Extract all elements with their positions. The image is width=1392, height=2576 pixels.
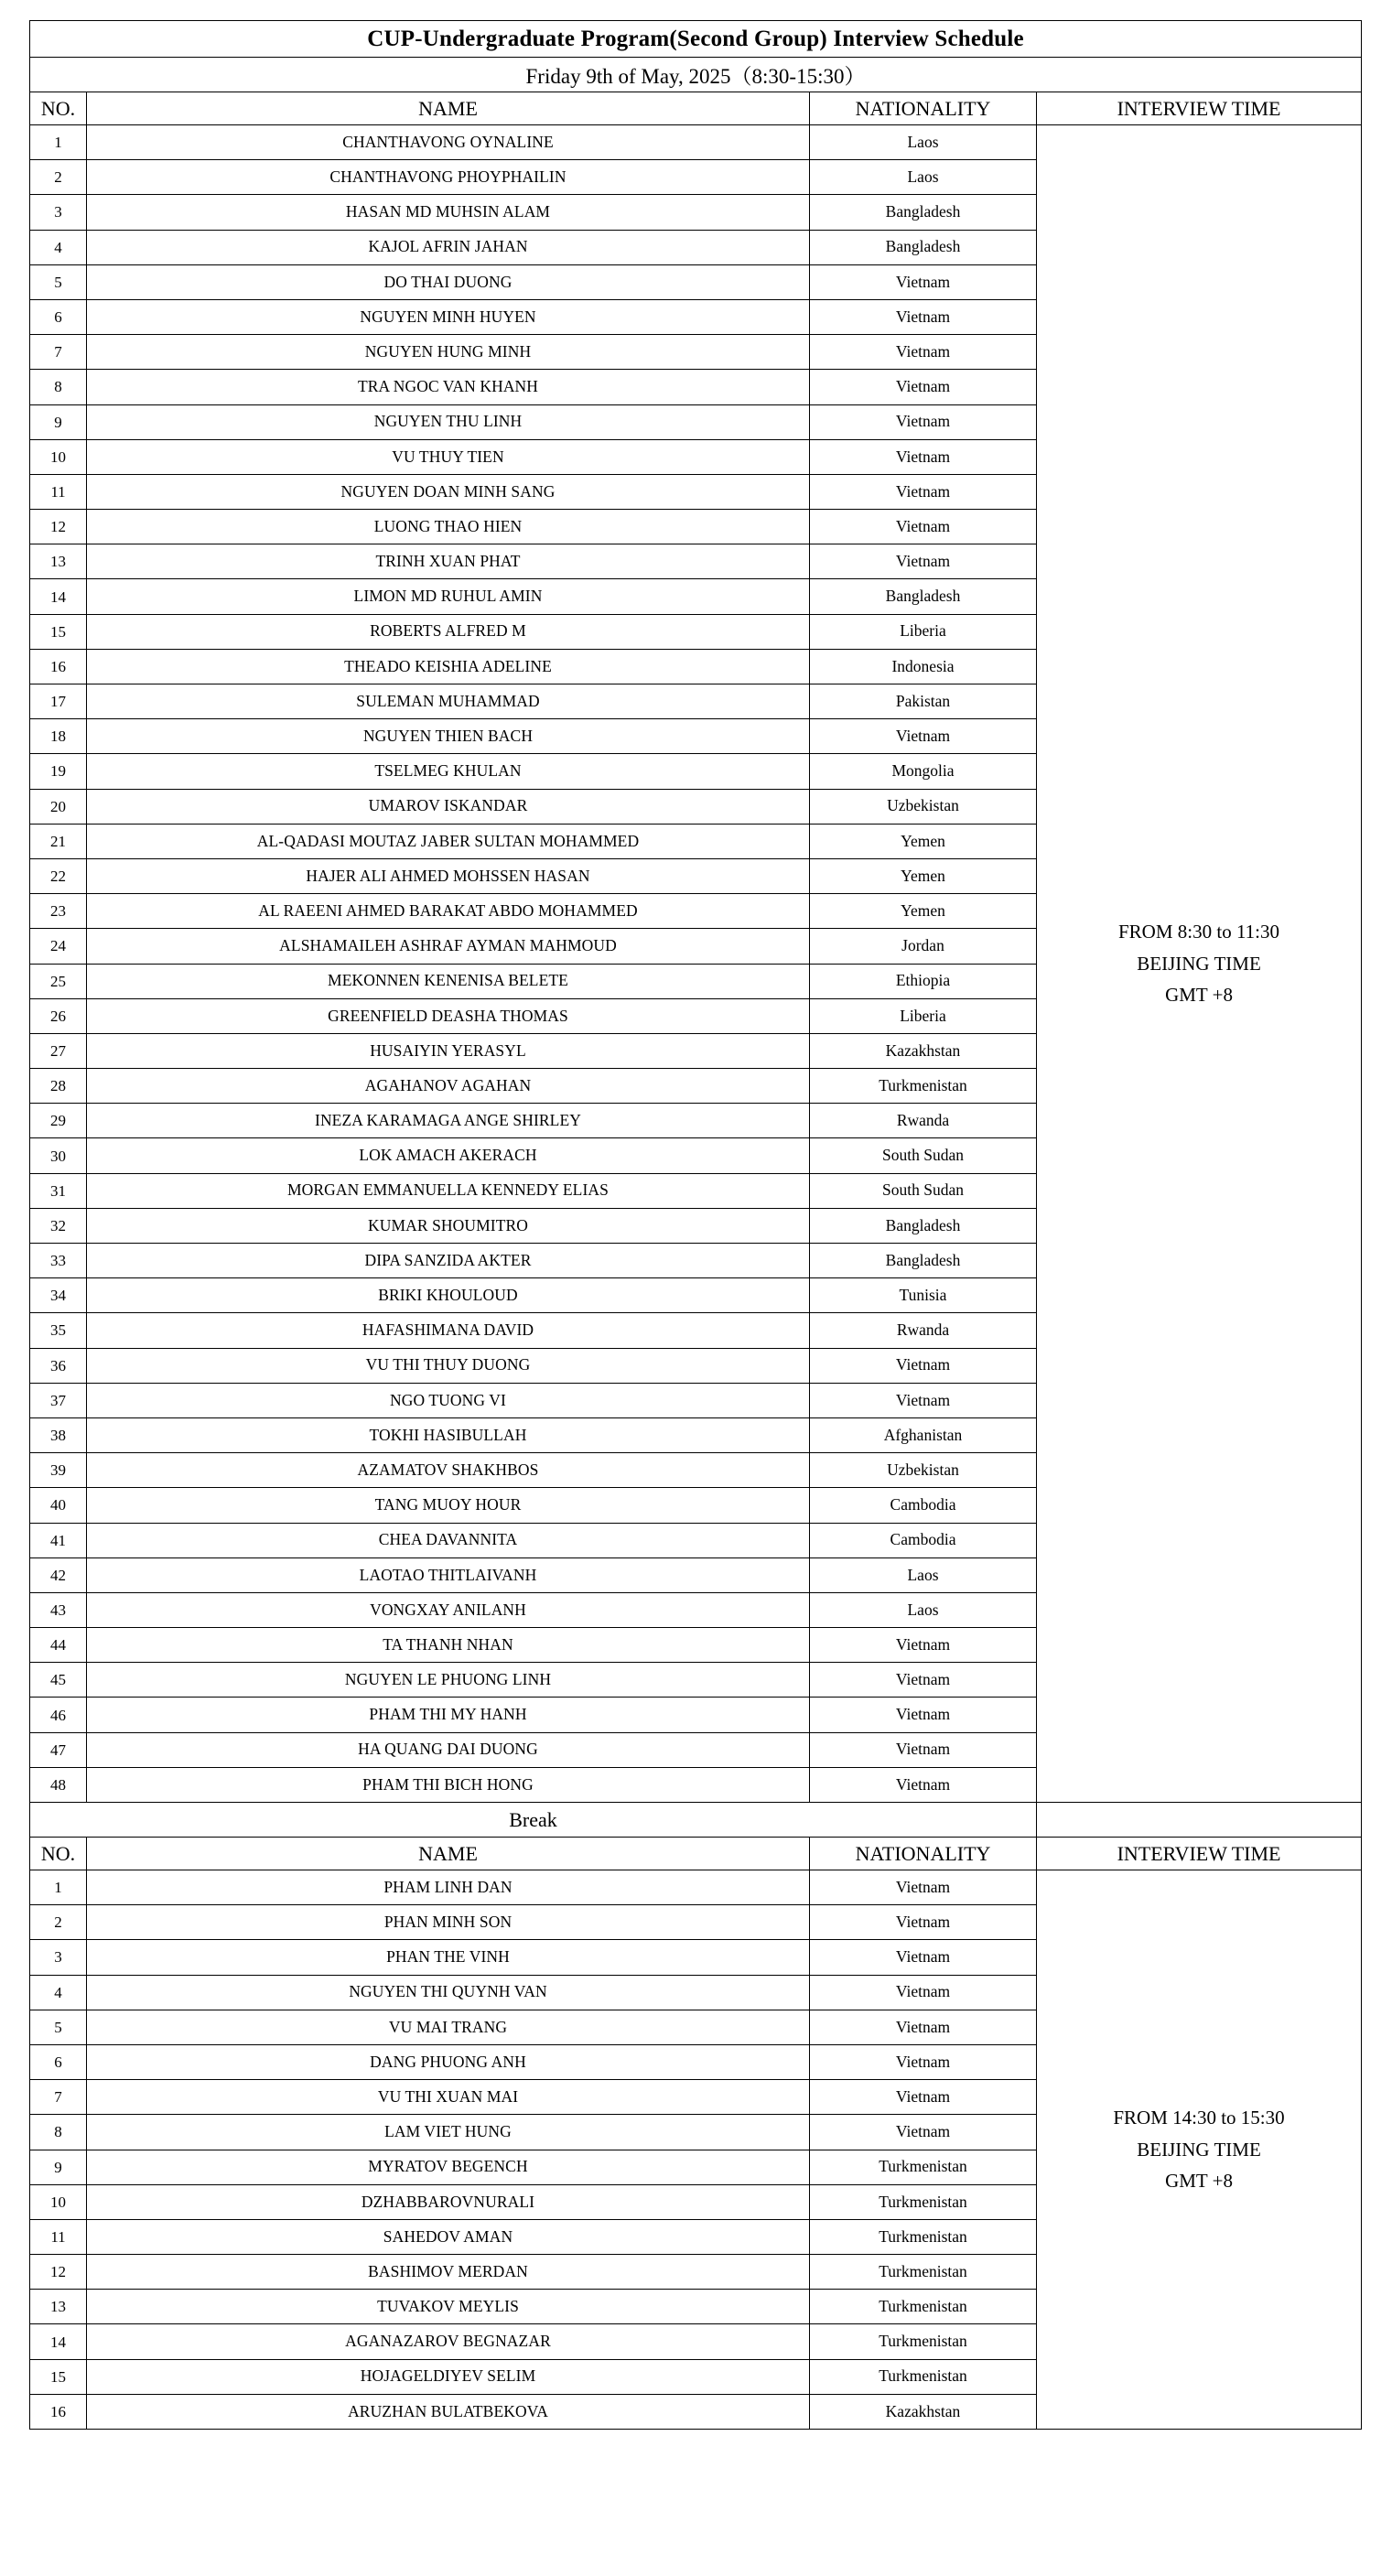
- cell-nationality: Laos: [810, 1592, 1037, 1627]
- cell-name: INEZA KARAMAGA ANGE SHIRLEY: [87, 1104, 810, 1138]
- cell-nationality: Bangladesh: [810, 579, 1037, 614]
- cell-no: 45: [30, 1663, 87, 1698]
- column-header-nationality: NATIONALITY: [810, 92, 1037, 125]
- cell-name: LOK AMACH AKERACH: [87, 1138, 810, 1173]
- cell-name: VONGXAY ANILANH: [87, 1592, 810, 1627]
- cell-name: HA QUANG DAI DUONG: [87, 1732, 810, 1767]
- cell-nationality: Vietnam: [810, 2080, 1037, 2115]
- cell-no: 13: [30, 2290, 87, 2324]
- cell-name: TOKHI HASIBULLAH: [87, 1417, 810, 1452]
- cell-no: 22: [30, 858, 87, 893]
- cell-nationality: Yemen: [810, 858, 1037, 893]
- cell-no: 9: [30, 404, 87, 439]
- cell-nationality: Bangladesh: [810, 195, 1037, 230]
- cell-name: DO THAI DUONG: [87, 264, 810, 299]
- cell-name: LIMON MD RUHUL AMIN: [87, 579, 810, 614]
- cell-name: NGUYEN THIEN BACH: [87, 719, 810, 754]
- cell-nationality: Vietnam: [810, 544, 1037, 579]
- cell-name: SULEMAN MUHAMMAD: [87, 684, 810, 719]
- cell-no: 9: [30, 2150, 87, 2184]
- cell-name: TUVAKOV MEYLIS: [87, 2290, 810, 2324]
- cell-name: LAOTAO THITLAIVANH: [87, 1557, 810, 1592]
- cell-no: 8: [30, 2115, 87, 2150]
- cell-no: 10: [30, 439, 87, 474]
- cell-no: 4: [30, 230, 87, 264]
- cell-name: CHANTHAVONG PHOYPHAILIN: [87, 160, 810, 195]
- cell-no: 6: [30, 2044, 87, 2079]
- cell-name: VU MAI TRANG: [87, 2010, 810, 2044]
- cell-no: 28: [30, 1069, 87, 1104]
- cell-name: ALSHAMAILEH ASHRAF AYMAN MAHMOUD: [87, 929, 810, 964]
- cell-nationality: Vietnam: [810, 1383, 1037, 1417]
- cell-name: TRA NGOC VAN KHANH: [87, 370, 810, 404]
- column-header-no: NO.: [30, 1838, 87, 1870]
- cell-name: PHAN THE VINH: [87, 1940, 810, 1975]
- cell-no: 29: [30, 1104, 87, 1138]
- cell-no: 20: [30, 789, 87, 824]
- column-header-name: NAME: [87, 92, 810, 125]
- cell-no: 27: [30, 1033, 87, 1068]
- table-row: [30, 1870, 1362, 1905]
- cell-no: 19: [30, 754, 87, 789]
- cell-name: PHAM THI MY HANH: [87, 1698, 810, 1732]
- column-header-interview-time: INTERVIEW TIME: [1037, 92, 1362, 125]
- cell-nationality: Turkmenistan: [810, 2290, 1037, 2324]
- cell-name: HUSAIYIN YERASYL: [87, 1033, 810, 1068]
- cell-nationality: Turkmenistan: [810, 2324, 1037, 2359]
- cell-nationality: Turkmenistan: [810, 2184, 1037, 2219]
- cell-nationality: Vietnam: [810, 1663, 1037, 1698]
- cell-name: AGAHANOV AGAHAN: [87, 1069, 810, 1104]
- cell-name: VU THUY TIEN: [87, 439, 810, 474]
- cell-name: ROBERTS ALFRED M: [87, 614, 810, 649]
- cell-nationality: Mongolia: [810, 754, 1037, 789]
- cell-no: 41: [30, 1523, 87, 1557]
- table-row: [30, 125, 1362, 160]
- cell-name: LAM VIET HUNG: [87, 2115, 810, 2150]
- cell-no: 16: [30, 2394, 87, 2429]
- cell-no: 35: [30, 1313, 87, 1348]
- cell-name: AL RAEENI AHMED BARAKAT ABDO MOHAMMED: [87, 894, 810, 929]
- cell-no: 47: [30, 1732, 87, 1767]
- cell-no: 11: [30, 474, 87, 509]
- cell-name: NGUYEN THU LINH: [87, 404, 810, 439]
- cell-nationality: Vietnam: [810, 404, 1037, 439]
- cell-name: NGUYEN MINH HUYEN: [87, 299, 810, 334]
- cell-nationality: Turkmenistan: [810, 1069, 1037, 1104]
- cell-nationality: Tunisia: [810, 1278, 1037, 1313]
- cell-no: 44: [30, 1628, 87, 1663]
- schedule-body: [30, 21, 1362, 2430]
- cell-no: 13: [30, 544, 87, 579]
- break-row: [30, 1803, 1362, 1838]
- column-header-name: NAME: [87, 1838, 810, 1870]
- cell-name: BASHIMOV MERDAN: [87, 2255, 810, 2290]
- cell-no: 15: [30, 614, 87, 649]
- cell-name: NGUYEN LE PHUONG LINH: [87, 1663, 810, 1698]
- cell-nationality: Vietnam: [810, 299, 1037, 334]
- cell-name: DIPA SANZIDA AKTER: [87, 1244, 810, 1278]
- cell-no: 34: [30, 1278, 87, 1313]
- cell-nationality: Vietnam: [810, 1905, 1037, 1940]
- cell-nationality: Rwanda: [810, 1313, 1037, 1348]
- cell-no: 39: [30, 1453, 87, 1488]
- cell-nationality: Liberia: [810, 998, 1037, 1033]
- cell-no: 33: [30, 1244, 87, 1278]
- cell-name: NGUYEN HUNG MINH: [87, 335, 810, 370]
- cell-nationality: Cambodia: [810, 1523, 1037, 1557]
- cell-name: AL-QADASI MOUTAZ JABER SULTAN MOHAMMED: [87, 824, 810, 858]
- cell-nationality: Uzbekistan: [810, 789, 1037, 824]
- cell-nationality: Rwanda: [810, 1104, 1037, 1138]
- interview-time-line: FROM 8:30 to 11:30: [1118, 921, 1279, 943]
- cell-nationality: South Sudan: [810, 1173, 1037, 1208]
- cell-no: 38: [30, 1417, 87, 1452]
- break-label: Break: [30, 1803, 1037, 1838]
- cell-nationality: Kazakhstan: [810, 2394, 1037, 2429]
- cell-name: MYRATOV BEGENCH: [87, 2150, 810, 2184]
- cell-interview-time: [1037, 125, 1362, 1803]
- column-header-row: [30, 92, 1362, 125]
- cell-no: 3: [30, 195, 87, 230]
- cell-no: 43: [30, 1592, 87, 1627]
- cell-no: 40: [30, 1488, 87, 1523]
- cell-no: 21: [30, 824, 87, 858]
- column-header-no: NO.: [30, 92, 87, 125]
- cell-name: ARUZHAN BULATBEKOVA: [87, 2394, 810, 2429]
- cell-nationality: Liberia: [810, 614, 1037, 649]
- cell-no: 48: [30, 1767, 87, 1802]
- cell-name: DZHABBAROVNURALI: [87, 2184, 810, 2219]
- cell-no: 14: [30, 579, 87, 614]
- cell-nationality: Vietnam: [810, 1698, 1037, 1732]
- cell-no: 37: [30, 1383, 87, 1417]
- cell-nationality: Yemen: [810, 894, 1037, 929]
- cell-name: LUONG THAO HIEN: [87, 510, 810, 544]
- cell-nationality: Vietnam: [810, 2115, 1037, 2150]
- interview-schedule-table: [29, 20, 1362, 2430]
- cell-name: PHAM THI BICH HONG: [87, 1767, 810, 1802]
- cell-name: HASAN MD MUHSIN ALAM: [87, 195, 810, 230]
- cell-interview-time: [1037, 1870, 1362, 2430]
- cell-nationality: Vietnam: [810, 1767, 1037, 1802]
- cell-nationality: Vietnam: [810, 2044, 1037, 2079]
- cell-no: 18: [30, 719, 87, 754]
- column-header-interview-time: INTERVIEW TIME: [1037, 1838, 1362, 1870]
- cell-nationality: Vietnam: [810, 335, 1037, 370]
- cell-no: 42: [30, 1557, 87, 1592]
- cell-no: 24: [30, 929, 87, 964]
- cell-nationality: Cambodia: [810, 1488, 1037, 1523]
- cell-name: VU THI THUY DUONG: [87, 1348, 810, 1383]
- cell-nationality: Uzbekistan: [810, 1453, 1037, 1488]
- cell-no: 6: [30, 299, 87, 334]
- cell-no: 16: [30, 649, 87, 684]
- cell-no: 8: [30, 370, 87, 404]
- interview-time-line: GMT +8: [1165, 2170, 1233, 2193]
- cell-no: 26: [30, 998, 87, 1033]
- cell-nationality: Laos: [810, 1557, 1037, 1592]
- cell-no: 12: [30, 2255, 87, 2290]
- cell-name: PHAM LINH DAN: [87, 1870, 810, 1905]
- title-row: [30, 21, 1362, 58]
- cell-no: 17: [30, 684, 87, 719]
- cell-nationality: Turkmenistan: [810, 2359, 1037, 2394]
- column-header-nationality: NATIONALITY: [810, 1838, 1037, 1870]
- cell-nationality: Turkmenistan: [810, 2255, 1037, 2290]
- cell-name: UMAROV ISKANDAR: [87, 789, 810, 824]
- cell-no: 25: [30, 964, 87, 998]
- cell-name: AGANAZAROV BEGNAZAR: [87, 2324, 810, 2359]
- cell-nationality: Vietnam: [810, 2010, 1037, 2044]
- break-time-blank: [1037, 1803, 1362, 1838]
- cell-name: CHANTHAVONG OYNALINE: [87, 125, 810, 160]
- cell-no: 15: [30, 2359, 87, 2394]
- cell-no: 5: [30, 264, 87, 299]
- cell-name: TSELMEG KHULAN: [87, 754, 810, 789]
- interview-time-line: FROM 14:30 to 15:30: [1113, 2107, 1285, 2129]
- cell-no: 30: [30, 1138, 87, 1173]
- cell-no: 46: [30, 1698, 87, 1732]
- cell-nationality: Vietnam: [810, 719, 1037, 754]
- cell-nationality: Turkmenistan: [810, 2219, 1037, 2254]
- cell-name: NGUYEN DOAN MINH SANG: [87, 474, 810, 509]
- cell-nationality: Bangladesh: [810, 1208, 1037, 1243]
- page-title: CUP-Undergraduate Program(Second Group) Interview Schedule: [30, 21, 1362, 58]
- cell-no: 2: [30, 160, 87, 195]
- cell-nationality: Vietnam: [810, 439, 1037, 474]
- cell-name: NGO TUONG VI: [87, 1383, 810, 1417]
- cell-name: NGUYEN THI QUYNH VAN: [87, 1975, 810, 2010]
- cell-name: HOJAGELDIYEV SELIM: [87, 2359, 810, 2394]
- cell-no: 3: [30, 1940, 87, 1975]
- cell-name: HAFASHIMANA DAVID: [87, 1313, 810, 1348]
- cell-no: 7: [30, 2080, 87, 2115]
- cell-no: 31: [30, 1173, 87, 1208]
- cell-nationality: Vietnam: [810, 1732, 1037, 1767]
- cell-nationality: Vietnam: [810, 474, 1037, 509]
- cell-nationality: Indonesia: [810, 649, 1037, 684]
- interview-time-line: GMT +8: [1165, 984, 1233, 1007]
- cell-name: MORGAN EMMANUELLA KENNEDY ELIAS: [87, 1173, 810, 1208]
- cell-nationality: Turkmenistan: [810, 2150, 1037, 2184]
- cell-name: KUMAR SHOUMITRO: [87, 1208, 810, 1243]
- cell-nationality: Pakistan: [810, 684, 1037, 719]
- cell-no: 36: [30, 1348, 87, 1383]
- cell-nationality: Vietnam: [810, 1975, 1037, 2010]
- cell-nationality: Vietnam: [810, 1940, 1037, 1975]
- cell-nationality: Bangladesh: [810, 230, 1037, 264]
- cell-name: KAJOL AFRIN JAHAN: [87, 230, 810, 264]
- cell-name: MEKONNEN KENENISA BELETE: [87, 964, 810, 998]
- interview-time-line: BEIJING TIME: [1137, 2138, 1261, 2161]
- cell-nationality: Vietnam: [810, 1628, 1037, 1663]
- cell-nationality: Laos: [810, 125, 1037, 160]
- cell-nationality: Vietnam: [810, 1870, 1037, 1905]
- cell-no: 11: [30, 2219, 87, 2254]
- cell-no: 4: [30, 1975, 87, 2010]
- cell-name: THEADO KEISHIA ADELINE: [87, 649, 810, 684]
- cell-no: 32: [30, 1208, 87, 1243]
- cell-nationality: Vietnam: [810, 370, 1037, 404]
- cell-name: PHAN MINH SON: [87, 1905, 810, 1940]
- cell-name: CHEA DAVANNITA: [87, 1523, 810, 1557]
- cell-no: 12: [30, 510, 87, 544]
- cell-nationality: Ethiopia: [810, 964, 1037, 998]
- cell-nationality: Kazakhstan: [810, 1033, 1037, 1068]
- cell-nationality: South Sudan: [810, 1138, 1037, 1173]
- schedule-date: Friday 9th of May, 2025（8:30-15:30）: [30, 58, 1362, 92]
- cell-no: 2: [30, 1905, 87, 1940]
- cell-nationality: Afghanistan: [810, 1417, 1037, 1452]
- cell-name: TA THANH NHAN: [87, 1628, 810, 1663]
- cell-nationality: Laos: [810, 160, 1037, 195]
- cell-name: VU THI XUAN MAI: [87, 2080, 810, 2115]
- cell-name: BRIKI KHOULOUD: [87, 1278, 810, 1313]
- cell-no: 1: [30, 1870, 87, 1905]
- date-row: [30, 58, 1362, 92]
- column-header-row: [30, 1838, 1362, 1870]
- cell-nationality: Vietnam: [810, 264, 1037, 299]
- cell-name: TANG MUOY HOUR: [87, 1488, 810, 1523]
- cell-no: 5: [30, 2010, 87, 2044]
- cell-name: DANG PHUONG ANH: [87, 2044, 810, 2079]
- cell-no: 23: [30, 894, 87, 929]
- cell-name: TRINH XUAN PHAT: [87, 544, 810, 579]
- cell-nationality: Vietnam: [810, 510, 1037, 544]
- cell-nationality: Bangladesh: [810, 1244, 1037, 1278]
- cell-nationality: Yemen: [810, 824, 1037, 858]
- cell-nationality: Jordan: [810, 929, 1037, 964]
- cell-name: HAJER ALI AHMED MOHSSEN HASAN: [87, 858, 810, 893]
- cell-name: AZAMATOV SHAKHBOS: [87, 1453, 810, 1488]
- cell-no: 10: [30, 2184, 87, 2219]
- cell-no: 1: [30, 125, 87, 160]
- cell-nationality: Vietnam: [810, 1348, 1037, 1383]
- cell-no: 7: [30, 335, 87, 370]
- cell-no: 14: [30, 2324, 87, 2359]
- cell-name: SAHEDOV AMAN: [87, 2219, 810, 2254]
- interview-time-line: BEIJING TIME: [1137, 952, 1261, 975]
- cell-name: GREENFIELD DEASHA THOMAS: [87, 998, 810, 1033]
